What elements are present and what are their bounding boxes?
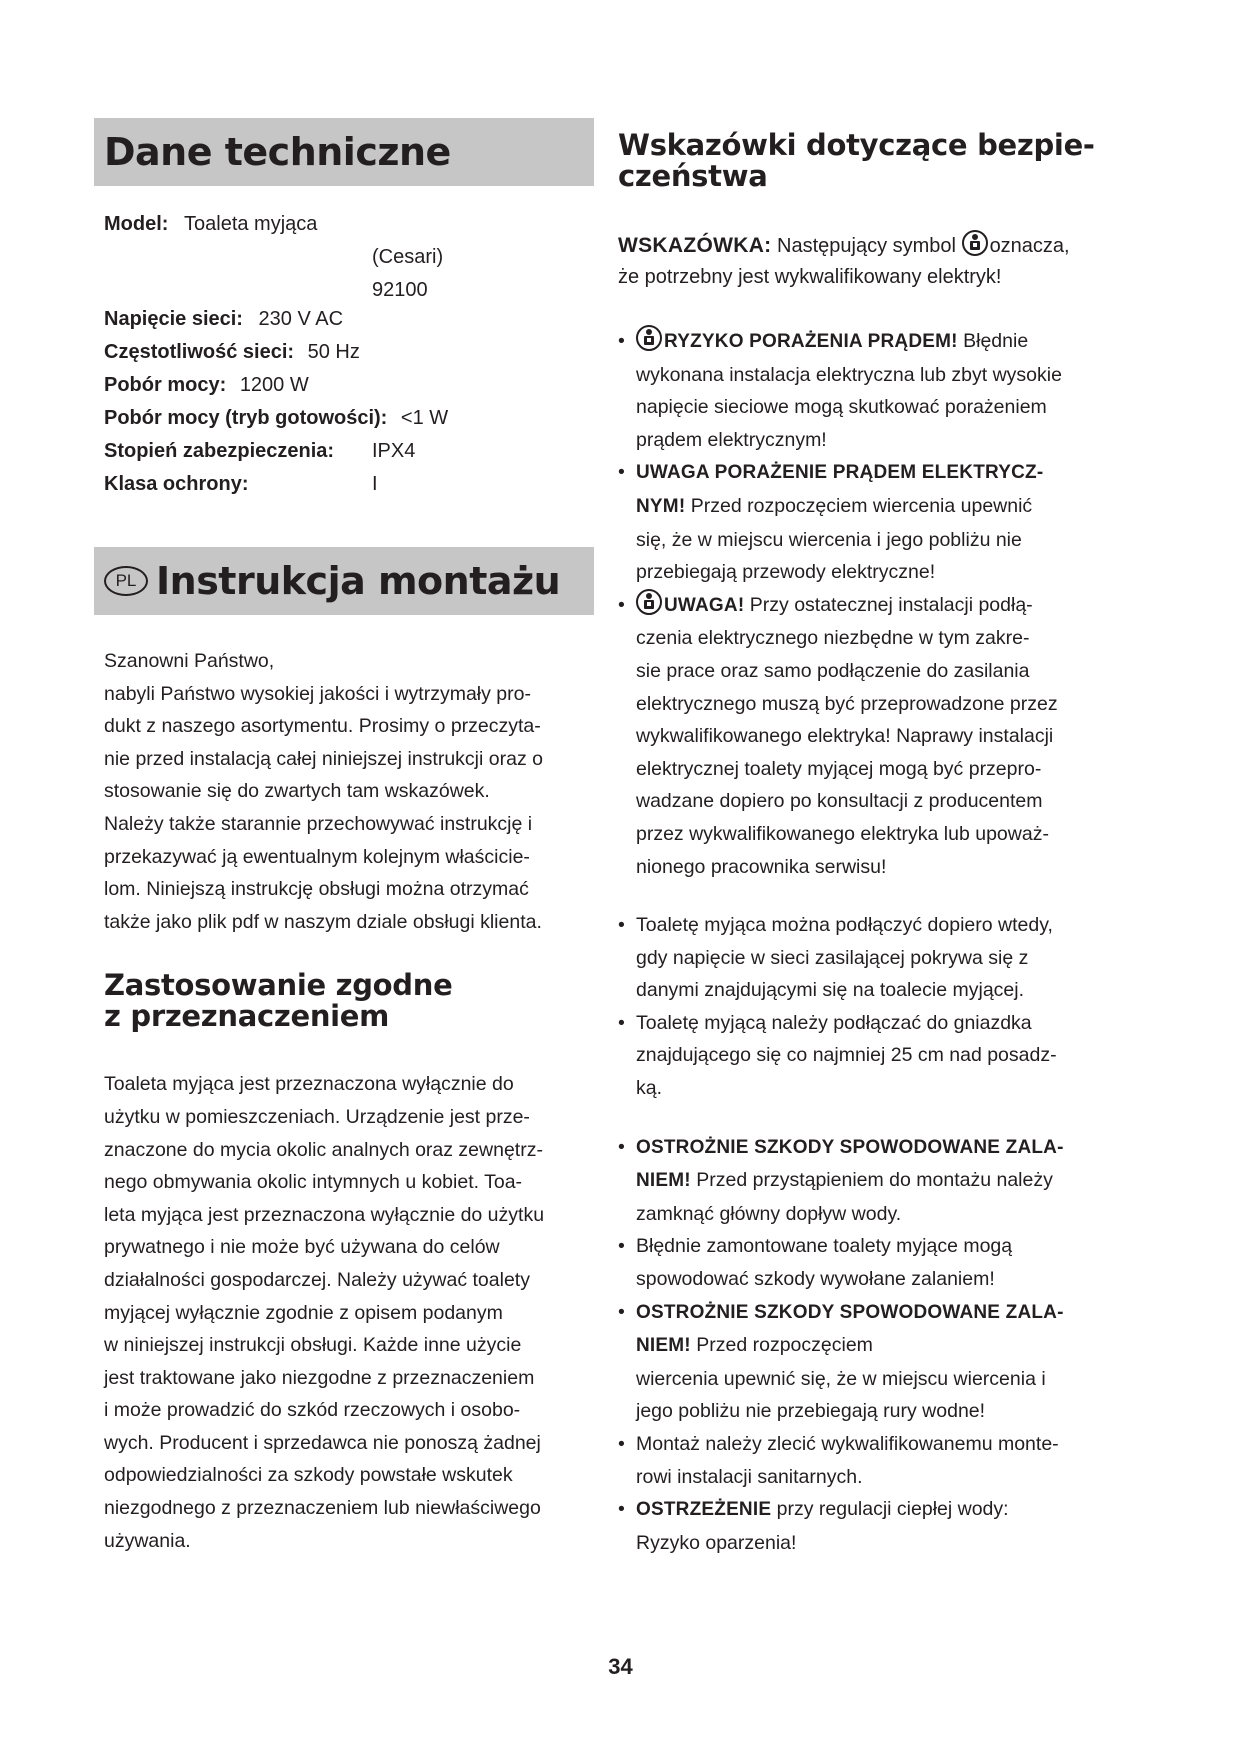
warning-text: przy regulacji ciepłej wody: xyxy=(776,1498,1009,1521)
spec-label: Pobór mocy (tryb gotowości): xyxy=(104,407,388,429)
warning-text: Przed rozpoczęciem wiercenia upewnić xyxy=(690,494,1033,517)
note-text: Toaletę myjącą należy podłączać do gniazdka xyxy=(636,1011,1032,1034)
usage-line: leta myjąca jest przeznaczona wyłącznie do użytku xyxy=(104,1203,545,1226)
tech-title: Dane techniczne xyxy=(104,130,451,174)
spec-row-model xyxy=(104,208,604,241)
list-item xyxy=(618,1131,1108,1231)
usage-line: nego obmywania okolic intymnych u kobiet. Toa- xyxy=(104,1171,523,1194)
usage-line: użytku w pomieszczeniach. Urządzenie jest prze- xyxy=(104,1105,530,1128)
warning-text: Błędnie zamontowane toalety myjące mogą xyxy=(636,1235,1013,1258)
electrician-icon xyxy=(636,325,662,351)
water-warnings xyxy=(618,1131,1108,1560)
intro-line: stosowanie się do zwartych tam wskazówek. xyxy=(104,780,490,803)
warning-text: prądem elektrycznym! xyxy=(636,428,827,451)
note-text: Toaletę myjąca można podłączyć dopiero wtedy, xyxy=(636,914,1053,937)
safety-note xyxy=(618,230,1108,293)
warning-label: OSTRZEŻENIE xyxy=(636,1499,772,1521)
right-column xyxy=(618,130,1108,1559)
spec-row xyxy=(104,468,604,501)
warning-text: nionego pracownika serwisu! xyxy=(636,855,887,878)
spec-label: Pobór mocy: xyxy=(104,374,227,396)
warning-text: przebiegają przewody elektryczne! xyxy=(636,561,936,584)
intro-line: nabyli Państwo wysokiej jakości i wytrzymały pro- xyxy=(104,682,531,705)
list-item xyxy=(618,909,1108,1007)
intro-line: także jako plik pdf w naszym dziale obsługi klienta. xyxy=(104,910,542,933)
spec-label: Napięcie sieci: xyxy=(104,308,243,330)
usage-line: jest traktowane jako niezgodne z przeznaczeniem xyxy=(104,1366,535,1389)
warning-text: Przed rozpoczęciem xyxy=(696,1334,873,1357)
spec-value: (Cesari) xyxy=(372,246,444,268)
warning-text: jego pobliżu nie przebiegają rury wodne! xyxy=(636,1400,986,1423)
note-line xyxy=(618,230,1108,262)
spec-label: Stopień zabezpieczenia: xyxy=(104,440,335,462)
electrical-warnings xyxy=(618,325,1108,883)
spec-value: I xyxy=(372,473,378,495)
spec-value: IPX4 xyxy=(372,440,416,462)
warning-text: wiercenia upewnić się, że w miejscu wiercenia i xyxy=(636,1367,1046,1390)
warning-label: OSTROŻNIE SZKODY SPOWODOWANE ZALA- xyxy=(636,1301,1064,1323)
list-item xyxy=(618,1230,1108,1295)
warning-text: wykonana instalacja elektryczna lub zbyt wysokie xyxy=(636,363,1062,386)
install-header xyxy=(94,547,594,615)
spec-row xyxy=(104,402,604,435)
electrician-icon xyxy=(636,589,662,615)
usage-title-line: Zastosowanie zgodne xyxy=(104,968,453,1003)
usage-line: myjącej wyłącznie zgodnie z opisem podanym xyxy=(104,1301,503,1324)
note-text: danymi znajdującymi się na toalecie myjącej. xyxy=(636,979,1025,1002)
warning-text: Montaż należy zlecić wykwalifikowanemu monte- xyxy=(636,1433,1059,1455)
intro-line: nie przed instalacją całej niniejszej instrukcji oraz o xyxy=(104,747,543,770)
warning-text: rowi instalacji sanitarnych. xyxy=(636,1465,863,1488)
note-line: że potrzebny jest wykwalifikowany elektryk! xyxy=(618,266,1002,288)
list-item xyxy=(618,325,1108,456)
note-label: WSKAZÓWKA: xyxy=(618,234,772,257)
warning-text: przez wykwalifikowanego elektryka lub upoważ- xyxy=(636,822,1049,845)
safety-title-line: czeństwa xyxy=(618,159,768,193)
warning-text: elektrycznego muszą być przeprowadzone przez xyxy=(636,692,1058,715)
note-text: oznacza, xyxy=(989,235,1070,257)
warning-text: wadzane dopiero po konsultacji z producentem xyxy=(636,790,1043,813)
safety-title-line: Wskazówki dotyczące bezpie- xyxy=(618,128,1095,162)
spec-row-model-2 xyxy=(104,241,604,274)
warning-label: UWAGA PORAŻENIE PRĄDEM ELEKTRYCZ- xyxy=(636,462,1044,484)
warning-label: NIEM! xyxy=(636,1335,691,1357)
warning-label: NYM! xyxy=(636,495,686,517)
intro-line: lom. Niniejszą instrukcję obsługi można otrzymać xyxy=(104,878,529,901)
spec-value: <1 W xyxy=(400,407,449,429)
list-item xyxy=(618,1296,1108,1428)
warning-text: sie prace oraz samo podłączenie do zasilania xyxy=(636,659,1030,682)
usage-line: i może prowadzić do szkód rzeczowych i osobo- xyxy=(104,1399,521,1422)
tech-header xyxy=(94,118,594,186)
warning-text: elektrycznej toalety myjącej mogą być przepro- xyxy=(636,757,1042,780)
usage-title-line: z przeznaczeniem xyxy=(104,999,390,1034)
electrician-icon xyxy=(962,230,988,256)
warning-text: Przy ostatecznej instalacji podłą- xyxy=(749,593,1033,616)
warning-label: NIEM! xyxy=(636,1170,691,1192)
note-text: gdy napięcie w sieci zasilającej pokrywa się z xyxy=(636,946,1029,969)
note-text: ką. xyxy=(636,1077,663,1100)
warning-text: zamknąć główny dopływ wody. xyxy=(636,1202,902,1225)
pl-language-badge: PL xyxy=(104,566,148,596)
list-item xyxy=(618,589,1108,883)
warning-text: Błędnie xyxy=(963,330,1029,352)
spec-value: 92100 xyxy=(372,279,428,301)
spec-row xyxy=(104,336,604,369)
usage-line: prywatnego i nie może być używana do celów xyxy=(104,1236,500,1259)
warning-text: spowodować szkody wywołane zalaniem! xyxy=(636,1268,995,1291)
intro-line: dukt z naszego asortymentu. Prosimy o przeczyta- xyxy=(104,715,541,738)
list-item xyxy=(618,456,1108,588)
warning-label: RYZYKO PORAŻENIA PRĄDEM! xyxy=(664,331,958,352)
warning-text: napięcie sieciowe mogą skutkować porażeniem xyxy=(636,396,1047,419)
warning-text: Ryzyko oparzenia! xyxy=(636,1531,797,1554)
usage-line: w niniejszej instrukcji obsługi. Każde inne użycie xyxy=(104,1334,522,1357)
usage-line: wych. Producent i sprzedawca nie ponoszą żadnej xyxy=(104,1431,541,1454)
spec-label: Model: xyxy=(104,213,169,235)
tech-specs xyxy=(104,208,604,501)
usage-line: znaczone do mycia okolic analnych oraz zewnętrz- xyxy=(104,1138,543,1161)
left-column xyxy=(104,118,604,1557)
warning-text: czenia elektrycznego niezbędne w tym zakre- xyxy=(636,627,1030,650)
usage-line: używania. xyxy=(104,1529,191,1552)
usage-line: Toaleta myjąca jest przeznaczona wyłącznie do xyxy=(104,1073,514,1096)
note-text: znajdującego się co najmniej 25 cm nad posadz- xyxy=(636,1044,1057,1067)
greeting: Szanowni Państwo, xyxy=(104,650,275,672)
spec-value: 1200 W xyxy=(239,374,309,396)
usage-line: odpowiedzialności za szkody powstałe wskutek xyxy=(104,1464,513,1487)
warning-text: się, że w miejscu wiercenia i jego pobliżu nie xyxy=(636,528,1022,551)
spec-row xyxy=(104,435,604,468)
warning-text: Przed przystąpieniem do montażu należy xyxy=(696,1169,1053,1192)
spec-value: 50 Hz xyxy=(307,341,360,363)
warning-label: OSTROŻNIE SZKODY SPOWODOWANE ZALA- xyxy=(636,1136,1064,1158)
list-item xyxy=(618,1493,1108,1559)
usage-text xyxy=(104,1068,604,1557)
list-item xyxy=(618,1007,1108,1105)
page-number: 34 xyxy=(608,1654,633,1679)
usage-heading xyxy=(104,970,604,1032)
warning-label: UWAGA! xyxy=(664,594,745,616)
usage-line: działalności gospodarczej. Należy używać toalety xyxy=(104,1268,530,1291)
spec-label: Częstotliwość sieci: xyxy=(104,341,295,363)
warning-text: wykwalifikowanego elektryka! Naprawy instalacji xyxy=(636,725,1054,748)
install-intro xyxy=(104,645,604,938)
spec-row xyxy=(104,303,604,336)
install-title: Instrukcja montażu xyxy=(156,559,561,603)
spec-row xyxy=(104,369,604,402)
intro-line: przekazywać ją ewentualnym kolejnym właścicie- xyxy=(104,845,530,868)
spec-value: Toaleta myjąca xyxy=(184,213,318,235)
spec-label: Klasa ochrony: xyxy=(104,473,249,495)
list-item xyxy=(618,1428,1108,1493)
connection-notes xyxy=(618,909,1108,1105)
note-text: Następujący symbol xyxy=(777,235,956,257)
intro-line: Należy także starannie przechowywać instrukcję i xyxy=(104,812,533,835)
spec-value: 230 V AC xyxy=(258,308,344,330)
usage-line: niezgodnego z przeznaczeniem lub niewłaściwego xyxy=(104,1497,541,1520)
